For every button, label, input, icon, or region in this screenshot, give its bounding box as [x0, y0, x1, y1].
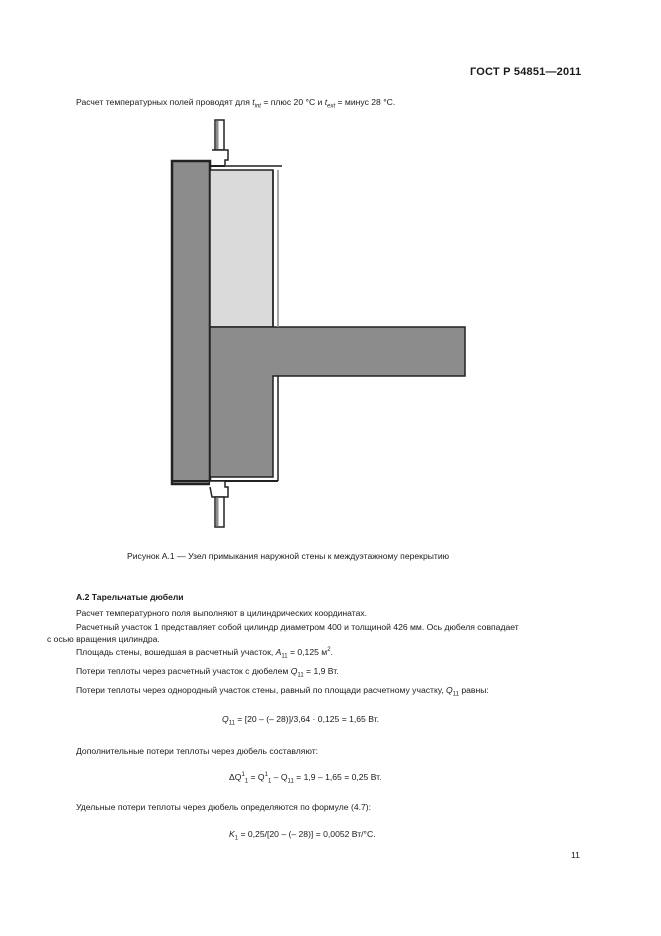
upper-dowel-shade — [216, 121, 219, 149]
p3-subscript: 11 — [281, 653, 288, 660]
f1-expression: = [20 – (– 28)]/3,64 · 0,125 = 1,65 Вт. — [234, 714, 380, 724]
lower-dowel-plate — [210, 481, 228, 497]
f2-mid-2: – Q — [271, 772, 288, 782]
paragraph-1: Расчет температурного поля выполняют в цилиндрических координатах. — [76, 608, 368, 618]
section-heading: А.2 Тарельчатые дюбели — [76, 592, 184, 602]
t-ext-subscript: ext — [327, 103, 336, 110]
paragraph-5 — [76, 685, 489, 698]
f3-variable: K — [229, 829, 235, 839]
t-int-symbol: t — [252, 97, 255, 107]
f3-expression: = 0,25/[20 – (– 28)] = 0,0052 Вт/°С. — [238, 829, 376, 839]
f1-variable: Q — [222, 714, 229, 724]
t-ext-symbol: t — [324, 97, 328, 107]
floor-slab — [210, 327, 465, 477]
paragraph-6: Дополнительные потери теплоты через дюбель составляют: — [76, 746, 319, 756]
f2-sup-1: 1 — [241, 772, 245, 779]
p3-end: . — [330, 647, 333, 657]
f3-subscript: 1 — [234, 835, 239, 842]
p4-value: = 1,9 Вт. — [303, 666, 339, 676]
intro-text-3: = минус 28 °С. — [335, 97, 396, 107]
f2-delta-q: ΔQ — [229, 772, 242, 782]
paragraph-3 — [76, 647, 333, 660]
formula-k1 — [229, 829, 376, 842]
document-standard-number: ГОСТ Р 54851—2011 — [470, 66, 582, 78]
f1-subscript: 11 — [228, 720, 235, 727]
t-int-subscript: int — [254, 103, 261, 110]
paragraph-7: Удельные потери теплоты через дюбель определяются по формуле (4.7): — [76, 802, 372, 812]
f2-sub-3: 11 — [287, 778, 294, 785]
f2-sub-2: 1 — [267, 778, 272, 785]
p4-variable: Q — [290, 666, 298, 676]
p5-variable: Q — [446, 685, 453, 695]
formula-delta-q — [229, 772, 382, 785]
page-number: 11 — [571, 850, 580, 860]
paragraph-4 — [76, 666, 339, 679]
f2-mid: = Q — [248, 772, 265, 782]
intro-text-1: Расчет температурных полей проводят для — [76, 97, 253, 107]
lower-dowel-shade — [216, 498, 219, 526]
f2-sub-1: 1 — [244, 778, 249, 785]
paragraph-2-line-1: Расчетный участок 1 представляет собой цилиндр диаметром 400 и толщиной 426 мм. Ось дюбеля совпадает — [76, 622, 519, 632]
p3-variable: A — [275, 647, 282, 657]
p5-text: Потери теплоты через однородный участок стены, равный по площади расчетному участку, — [76, 685, 447, 695]
upper-dowel-plate — [210, 150, 228, 166]
p5-subscript: 11 — [452, 691, 459, 698]
insulation-upper — [210, 170, 273, 327]
f2-sup-2: 1 — [264, 772, 268, 779]
f2-expression: = 1,9 – 1,65 = 0,25 Вт. — [293, 772, 382, 782]
p4-text: Потери теплоты через расчетный участок с дюбелем — [76, 666, 291, 676]
paragraph-2-line-2: с осью вращения цилиндра. — [47, 634, 160, 644]
concrete-wall — [172, 161, 210, 484]
intro-text-2: = плюс 20 °С и — [260, 97, 325, 107]
p4-subscript: 11 — [297, 672, 304, 679]
formula-q11 — [222, 714, 379, 727]
p3-superscript: 2 — [327, 647, 331, 654]
p3-value: = 0,125 м — [287, 647, 328, 657]
p3-text: Площадь стены, вошедшая в расчетный участок, — [76, 647, 276, 657]
figure-caption: Рисунок А.1 — Узел примыкания наружной стены к междуэтажному перекрытию — [127, 551, 450, 561]
p5-end: равны: — [458, 685, 489, 695]
